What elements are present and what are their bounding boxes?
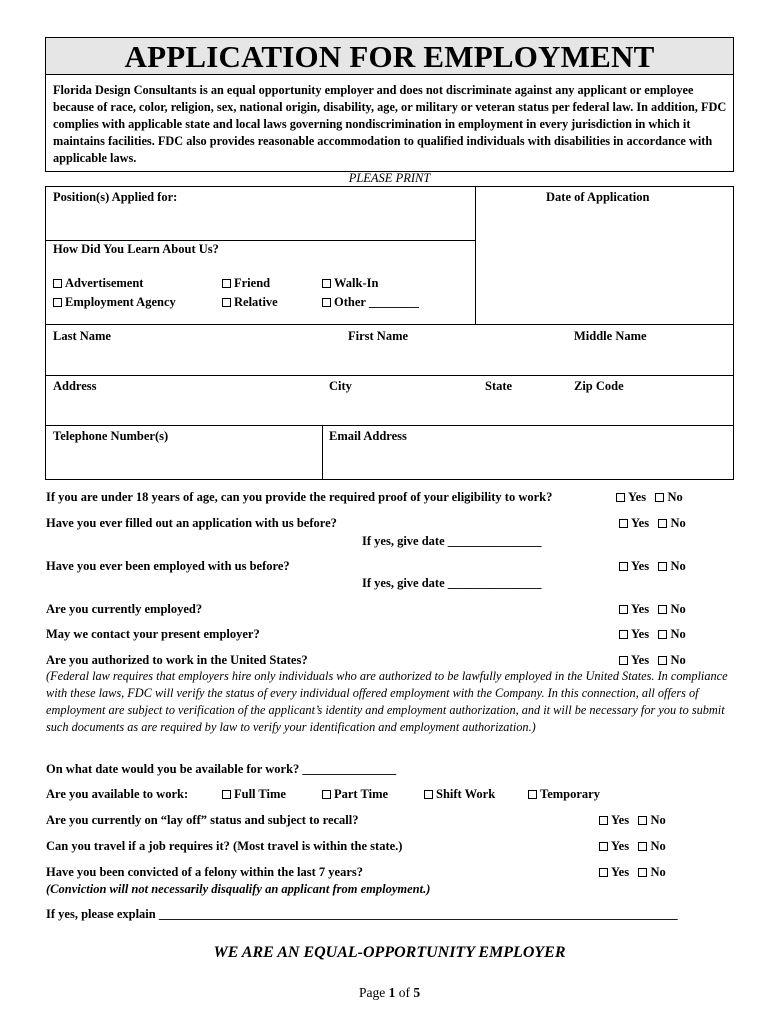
question-employed-before: Have you ever been employed with us before? bbox=[46, 559, 290, 573]
question-applied-before: Have you ever filled out an application with us before? bbox=[46, 516, 337, 530]
option-other[interactable]: Other ________ bbox=[322, 295, 419, 310]
checkbox[interactable] bbox=[638, 816, 647, 825]
checkbox[interactable] bbox=[658, 519, 667, 528]
checkbox[interactable] bbox=[638, 842, 647, 851]
page-title: APPLICATION FOR EMPLOYMENT bbox=[124, 39, 655, 74]
state-label: State bbox=[485, 379, 513, 393]
first-name-label: First Name bbox=[348, 329, 409, 343]
yes-no-currently-employed[interactable]: Yes No bbox=[619, 602, 686, 617]
question-travel: Can you travel if a job requires it? (Most travel is within the state.) bbox=[46, 839, 403, 853]
checkbox[interactable] bbox=[599, 816, 608, 825]
checkbox[interactable] bbox=[658, 562, 667, 571]
yes-no-employed-before[interactable]: Yes No bbox=[619, 559, 686, 574]
option-full-time[interactable]: Full Time bbox=[222, 787, 286, 802]
checkbox[interactable] bbox=[53, 279, 62, 288]
question-contact-employer: May we contact your present employer? bbox=[46, 627, 260, 641]
checkbox[interactable] bbox=[599, 842, 608, 851]
option-friend[interactable]: Friend bbox=[222, 276, 270, 291]
checkbox[interactable] bbox=[619, 630, 628, 639]
checkbox[interactable] bbox=[322, 298, 331, 307]
checkbox[interactable] bbox=[658, 605, 667, 614]
last-name-label: Last Name bbox=[53, 329, 111, 343]
checkbox[interactable] bbox=[658, 630, 667, 639]
city-label: City bbox=[329, 379, 352, 393]
option-relative[interactable]: Relative bbox=[222, 295, 278, 310]
yes-no-felony[interactable]: Yes No bbox=[599, 865, 666, 880]
zip-label: Zip Code bbox=[574, 379, 624, 393]
intro-text: Florida Design Consultants is an equal opportunity employer and does not discriminate against any applicant or employee because of race, color, religion, sex, national origin, disability, age, or military or veteran status per federal law. In addition, FDC complies with applicable state and local laws governing nondiscrimination in employment in every jurisdiction in which it maintains facilities. FDC also provides reasonable accommodation to qualified individuals with disabilities in accordance with applicable laws. bbox=[53, 83, 727, 165]
question-felony: Have you been convicted of a felony within the last 7 years? bbox=[46, 865, 363, 879]
checkbox[interactable] bbox=[53, 298, 62, 307]
yes-no-travel[interactable]: Yes No bbox=[599, 839, 666, 854]
checkbox[interactable] bbox=[638, 868, 647, 877]
checkbox[interactable] bbox=[322, 790, 331, 799]
option-walk-in[interactable]: Walk-In bbox=[322, 276, 378, 291]
option-advertisement[interactable]: Advertisement bbox=[53, 276, 143, 291]
question-lay-off: Are you currently on “lay off” status and subject to recall? bbox=[46, 813, 359, 827]
option-shift-work[interactable]: Shift Work bbox=[424, 787, 495, 802]
checkbox[interactable] bbox=[528, 790, 537, 799]
how-learn-label: How Did You Learn About Us? bbox=[53, 242, 219, 256]
felony-note: (Conviction will not necessarily disqualify an applicant from employment.) bbox=[46, 882, 431, 896]
checkbox[interactable] bbox=[619, 519, 628, 528]
option-employment-agency[interactable]: Employment Agency bbox=[53, 295, 176, 310]
checkbox[interactable] bbox=[658, 656, 667, 665]
applied-before-date: If yes, give date _______________ bbox=[362, 534, 542, 548]
middle-name-label: Middle Name bbox=[574, 329, 647, 343]
yes-no-contact-employer[interactable]: Yes No bbox=[619, 627, 686, 642]
checkbox[interactable] bbox=[322, 279, 331, 288]
yes-no-applied-before[interactable]: Yes No bbox=[619, 516, 686, 531]
page-number: Page 1 of 5 bbox=[358, 985, 421, 1000]
checkbox[interactable] bbox=[222, 279, 231, 288]
yes-no-lay-off[interactable]: Yes No bbox=[599, 813, 666, 828]
question-currently-employed: Are you currently employed? bbox=[46, 602, 203, 616]
date-of-application-label: Date of Application bbox=[546, 190, 650, 204]
telephone-label: Telephone Number(s) bbox=[53, 429, 169, 443]
question-available-to-work: Are you available to work: bbox=[46, 787, 189, 801]
question-available-date: On what date would you be available for work? _______________ bbox=[46, 762, 397, 776]
employed-before-date: If yes, give date _______________ bbox=[362, 576, 542, 590]
authorization-note: (Federal law requires that employers hire only individuals who are authorized to be lawfully employed in the United States. In compliance with these laws, FDC will verify the status of every individual offered employment with the Company. In this connection, all offers of employment are subject to verification of the applicant’s identity and employment authorization, and it will be necessary for you to submit such documents as are required by law to verify your identification and employment authorization.) bbox=[46, 669, 728, 734]
checkbox[interactable] bbox=[599, 868, 608, 877]
option-part-time[interactable]: Part Time bbox=[322, 787, 388, 802]
checkbox[interactable] bbox=[616, 493, 625, 502]
question-authorized: Are you authorized to work in the United States? bbox=[46, 653, 308, 667]
explain-line: If yes, please explain ___________________________________________________________________________________ bbox=[46, 907, 678, 921]
email-label: Email Address bbox=[329, 429, 407, 443]
checkbox[interactable] bbox=[655, 493, 664, 502]
address-label: Address bbox=[53, 379, 97, 393]
checkbox[interactable] bbox=[222, 298, 231, 307]
yes-no-under-18[interactable]: Yes No bbox=[616, 490, 683, 505]
eeo-footer: WE ARE AN EQUAL-OPPORTUNITY EMPLOYER bbox=[213, 944, 566, 961]
option-temporary[interactable]: Temporary bbox=[528, 787, 600, 802]
checkbox[interactable] bbox=[619, 562, 628, 571]
positions-label: Position(s) Applied for: bbox=[53, 190, 178, 204]
checkbox[interactable] bbox=[424, 790, 433, 799]
yes-no-authorized[interactable]: Yes No bbox=[619, 653, 686, 668]
question-under-18: If you are under 18 years of age, can you provide the required proof of your eligibility to work? bbox=[46, 490, 553, 504]
please-print: PLEASE PRINT bbox=[348, 171, 431, 185]
checkbox[interactable] bbox=[222, 790, 231, 799]
checkbox[interactable] bbox=[619, 656, 628, 665]
checkbox[interactable] bbox=[619, 605, 628, 614]
